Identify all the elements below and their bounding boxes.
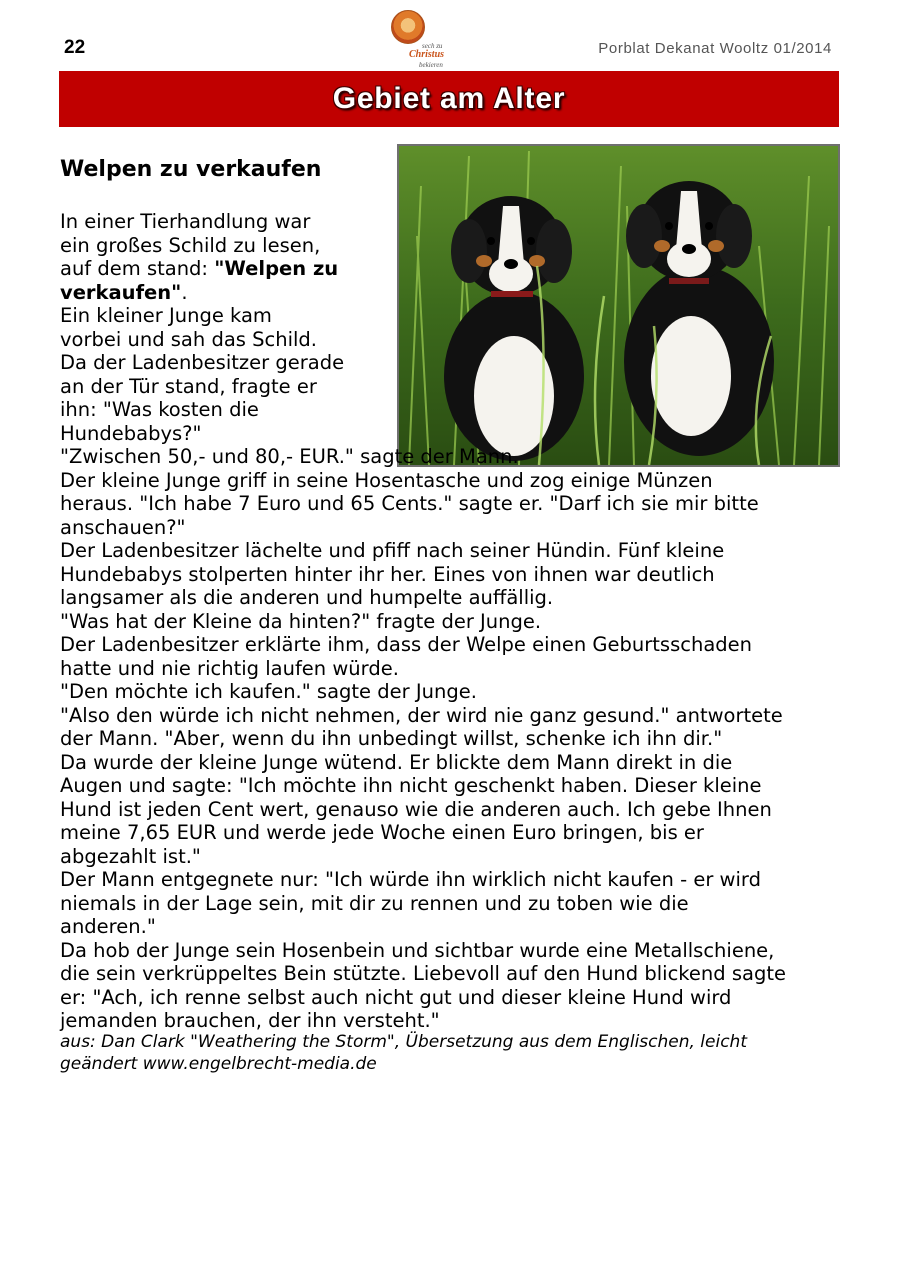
text-line: Der Mann entgegnete nur: "Ich würde ihn wirklich nicht kaufen - er wird bbox=[60, 868, 761, 891]
text-line: Ein kleiner Junge kam bbox=[60, 304, 272, 327]
text-line: In einer Tierhandlung war bbox=[60, 210, 311, 233]
text-beside-photo bbox=[60, 210, 519, 469]
text-line: niemals in der Lage sein, mit dir zu rennen und zu toben wie die bbox=[60, 891, 689, 915]
text-line: anderen." bbox=[60, 915, 156, 938]
text-segment: . bbox=[181, 280, 188, 304]
text-line bbox=[60, 281, 375, 305]
page-number: 22 bbox=[64, 37, 86, 58]
text-line: "Den möchte ich kaufen." sagte der Junge. bbox=[60, 680, 477, 703]
text-line: Hundebabys?" bbox=[60, 421, 202, 445]
text-line: ihn: "Was kosten die bbox=[60, 398, 259, 421]
text-line: vorbei und sah das Schild. bbox=[60, 327, 317, 351]
article-title: Welpen zu verkaufen bbox=[60, 157, 322, 182]
credit-line: aus: Dan Clark "Weathering the Storm", Übersetzung aus dem Englischen, leicht bbox=[60, 1032, 747, 1052]
text-line: jemanden brauchen, der ihn versteht." bbox=[60, 1009, 440, 1032]
text-line: "Was hat der Kleine da hinten?" fragte der Junge. bbox=[60, 609, 542, 633]
text-line: Der Ladenbesitzer erklärte ihm, dass der Welpe einen Geburtsschaden bbox=[60, 633, 753, 656]
logo-text-line2: Christus bbox=[409, 49, 445, 60]
text-line: anschauen?" bbox=[60, 515, 186, 539]
text-line: der Mann. "Aber, wenn du ihn unbedingt willst, schenke ich ihn dir." bbox=[60, 727, 723, 750]
text-line: langsamer als die anderen und humpelte auffällig. bbox=[60, 586, 554, 609]
parish-logo bbox=[388, 10, 452, 70]
text-line: die sein verkrüppeltes Bein stützte. Liebevoll auf den Hund blickend sagte bbox=[60, 962, 786, 985]
text-full-width bbox=[60, 469, 844, 1033]
logo-text-line3: bekieren bbox=[419, 61, 443, 69]
text-line: Da wurde der kleine Junge wütend. Er blickte dem Mann direkt in die bbox=[60, 750, 733, 774]
text-line: ein großes Schild zu lesen, bbox=[60, 233, 321, 257]
section-title: Gebiet am Alter bbox=[332, 82, 566, 115]
text-line: Der Ladenbesitzer lächelte und pfiff nach seiner Hündin. Fünf kleine bbox=[60, 539, 725, 562]
logo-text-line1: sech zu bbox=[422, 42, 443, 50]
section-banner bbox=[59, 71, 839, 127]
sign-text-bold: "Welpen zu bbox=[214, 257, 339, 280]
text-line: er: "Ach, ich renne selbst auch nicht gut und dieser kleine Hund wird bbox=[60, 985, 732, 1009]
text-line: Augen und sagte: "Ich möchte ihn nicht geschenkt haben. Dieser kleine bbox=[60, 774, 762, 797]
text-line: abgezahlt ist." bbox=[60, 844, 201, 868]
text-line: "Also den würde ich nicht nehmen, der wird nie ganz gesund." antwortete bbox=[60, 703, 783, 727]
text-line: Hundebabys stolperten hinter ihr her. Eines von ihnen war deutlich bbox=[60, 562, 715, 586]
text-line: meine 7,65 EUR und werde jede Woche einen Euro bringen, bis er bbox=[60, 821, 704, 844]
logo-emblem-icon bbox=[391, 10, 425, 44]
text-line bbox=[60, 257, 375, 281]
text-line: Da der Ladenbesitzer gerade bbox=[60, 351, 345, 374]
text-line: Der kleine Junge griff in seine Hosentasche und zog einige Münzen bbox=[60, 468, 713, 492]
credit-line: geändert www.engelbrecht-media.de bbox=[60, 1053, 377, 1074]
text-line: Da hob der Junge sein Hosenbein und sichtbar wurde eine Metallschiene, bbox=[60, 938, 775, 962]
text-segment: auf dem stand: bbox=[60, 257, 215, 280]
text-line: an der Tür stand, fragte er bbox=[60, 374, 317, 398]
text-line: hatte und nie richtig laufen würde. bbox=[60, 656, 399, 680]
text-line: Hund ist jeden Cent wert, genauso wie die anderen auch. Ich gebe Ihnen bbox=[60, 797, 772, 821]
publication-header: Porblat Dekanat Wooltz 01/2014 bbox=[598, 40, 832, 57]
article-body bbox=[60, 210, 844, 1033]
text-line: "Zwischen 50,- und 80,- EUR." sagte der Mann. bbox=[60, 445, 519, 468]
source-credit bbox=[60, 1032, 850, 1075]
sign-text-bold: verkaufen" bbox=[60, 280, 182, 304]
text-line: heraus. "Ich habe 7 Euro und 65 Cents." sagte er. "Darf ich sie mir bitte bbox=[60, 492, 759, 515]
